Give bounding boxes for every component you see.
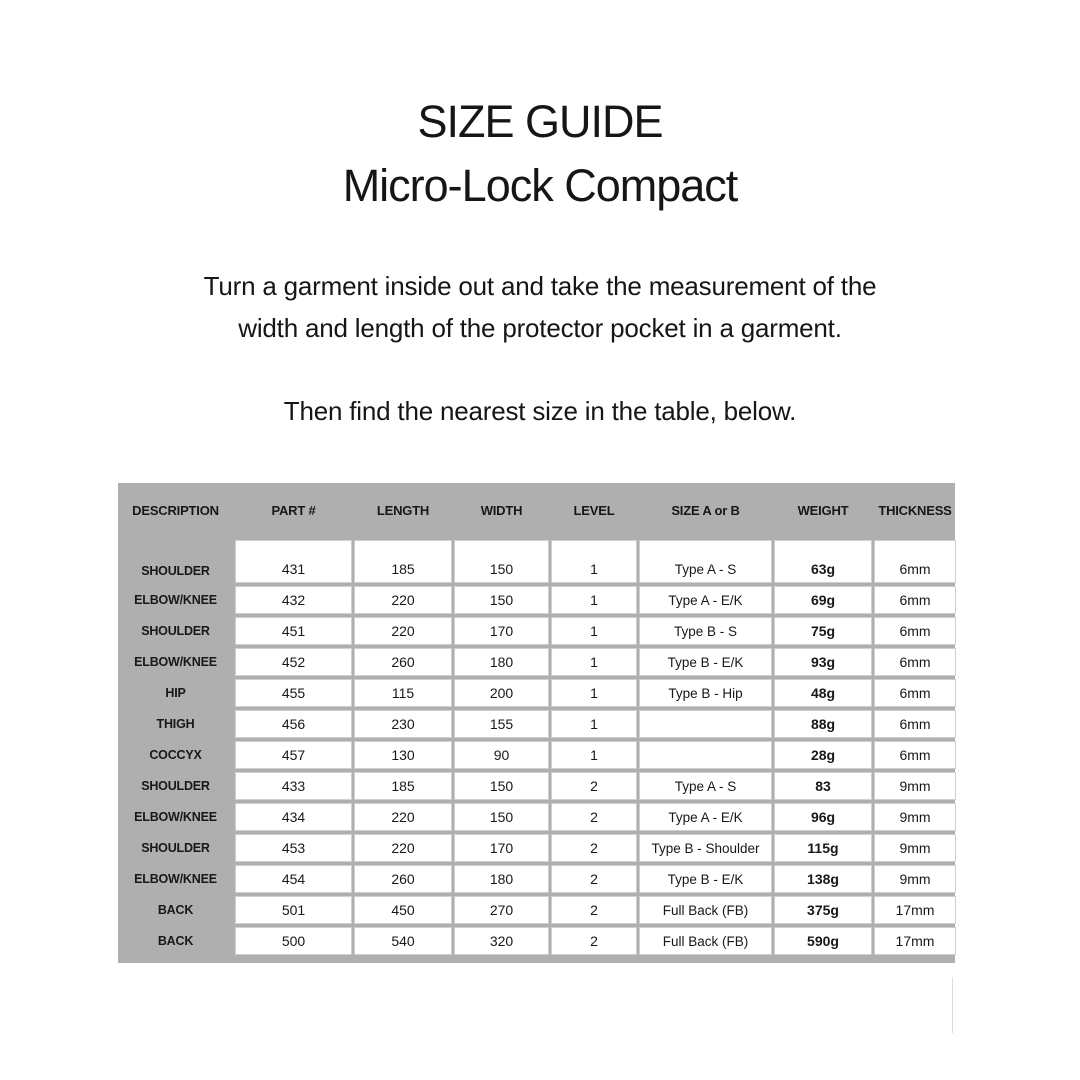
row-description: HIP [165,686,186,700]
table-cell-part: 500 [235,927,352,955]
table-cell-length: 130 [354,741,452,769]
row-description: BACK [157,934,194,948]
table-cell-length: 220 [354,803,452,831]
page-subtitle: Micro-Lock Compact [342,160,738,211]
table-cell-length: 260 [354,648,452,676]
row-description: SHOULDER [141,624,210,638]
table-cell-width: 90 [454,741,549,769]
table-cell-weight: 63g [774,540,872,583]
table-cell-part: 457 [235,741,352,769]
table-cell-length: 450 [354,896,452,924]
table-cell-size: Type A - S [639,772,772,800]
table-cell-size: Type B - E/K [639,865,772,893]
table-cell-length: 260 [354,865,452,893]
table-cell-thickness: 17mm [874,896,956,924]
table-cell-weight: 590g [774,927,872,955]
table-cell-width: 150 [454,586,549,614]
row-description: THIGH [156,717,195,731]
table-cell-level: 1 [551,540,637,583]
table-cell-part: 433 [235,772,352,800]
table-cell-weight: 138g [774,865,872,893]
table-cell-part: 432 [235,586,352,614]
table-cell-size: Type A - E/K [639,803,772,831]
table-cell-size: Type B - E/K [639,648,772,676]
table-cell-size [639,710,772,738]
table-cell-length: 220 [354,586,452,614]
table-cell-part: 455 [235,679,352,707]
table-cell-width: 320 [454,927,549,955]
table-cell-length: 185 [354,772,452,800]
table-cell-level: 2 [551,927,637,955]
table-cell-width: 200 [454,679,549,707]
table-cell-width: 170 [454,617,549,645]
table-cell-size: Full Back (FB) [639,927,772,955]
table-cell-length: 230 [354,710,452,738]
intro-line2: width and length of the protector pocket in a garment. [238,313,842,343]
row-description: ELBOW/KNEE [134,810,217,824]
table-cell-width: 180 [454,648,549,676]
table-cell-width: 150 [454,772,549,800]
table-cell-width: 270 [454,896,549,924]
table-cell-level: 1 [551,617,637,645]
table-cell-level: 2 [551,865,637,893]
table-cell-thickness: 6mm [874,679,956,707]
table-cell-weight: 75g [774,617,872,645]
table-cell-level: 2 [551,896,637,924]
row-description: SHOULDER [141,779,210,793]
table-cell-level: 1 [551,741,637,769]
page-title: SIZE GUIDE [417,96,663,147]
column-header-size: SIZE A or B [671,502,740,518]
table-cell-thickness: 9mm [874,865,956,893]
table-cell-part: 431 [235,540,352,583]
table-cell-level: 2 [551,772,637,800]
table-cell-part: 452 [235,648,352,676]
column-header-thickness: THICKNESS [878,502,952,518]
table-cell-width: 150 [454,540,549,583]
column-header-length: LENGTH [376,502,430,518]
row-description: ELBOW/KNEE [134,872,217,886]
table-cell-length: 220 [354,617,452,645]
row-description: ELBOW/KNEE [134,655,217,669]
table-cell-thickness: 6mm [874,617,956,645]
size-table [118,483,955,963]
table-cell-part: 456 [235,710,352,738]
column-header-width: WIDTH [480,502,523,518]
table-cell-weight: 83 [774,772,872,800]
table-cell-part: 451 [235,617,352,645]
table-cell-width: 155 [454,710,549,738]
table-cell-width: 170 [454,834,549,862]
table-cell-width: 150 [454,803,549,831]
table-cell-size [639,741,772,769]
table-cell-level: 1 [551,710,637,738]
column-header-weight: WEIGHT [797,502,849,518]
table-cell-size: Full Back (FB) [639,896,772,924]
intro-line3: Then find the nearest size in the table, below. [283,396,797,426]
row-description: ELBOW/KNEE [134,593,217,607]
table-cell-part: 454 [235,865,352,893]
table-cell-level: 1 [551,586,637,614]
table-cell-weight: 93g [774,648,872,676]
row-description: SHOULDER [141,841,210,855]
table-cell-thickness: 6mm [874,741,956,769]
table-cell-level: 2 [551,834,637,862]
table-cell-width: 180 [454,865,549,893]
table-cell-part: 453 [235,834,352,862]
table-cell-size: Type A - E/K [639,586,772,614]
table-cell-level: 1 [551,648,637,676]
table-cell-thickness: 9mm [874,772,956,800]
table-cell-length: 220 [354,834,452,862]
table-cell-part: 501 [235,896,352,924]
table-cell-weight: 69g [774,586,872,614]
table-cell-weight: 88g [774,710,872,738]
table-cell-size: Type B - Hip [639,679,772,707]
table-cell-weight: 48g [774,679,872,707]
intro-line1: Turn a garment inside out and take the measurement of the [203,271,877,301]
table-cell-weight: 115g [774,834,872,862]
column-header-level: LEVEL [573,502,615,518]
table-cell-size: Type A - S [639,540,772,583]
table-cell-thickness: 17mm [874,927,956,955]
page-edge-mark [952,977,953,1033]
table-cell-weight: 375g [774,896,872,924]
table-cell-thickness: 6mm [874,586,956,614]
table-cell-size: Type B - S [639,617,772,645]
table-cell-length: 540 [354,927,452,955]
column-header-description: DESCRIPTION [132,502,219,518]
table-cell-thickness: 6mm [874,648,956,676]
table-cell-thickness: 6mm [874,710,956,738]
table-cell-level: 2 [551,803,637,831]
table-cell-size: Type B - Shoulder [639,834,772,862]
table-cell-weight: 28g [774,741,872,769]
row-description: COCCYX [149,748,202,762]
table-cell-thickness: 9mm [874,834,956,862]
table-cell-length: 185 [354,540,452,583]
row-description: BACK [157,903,194,917]
table-cell-weight: 96g [774,803,872,831]
table-cell-part: 434 [235,803,352,831]
table-cell-level: 1 [551,679,637,707]
table-cell-thickness: 9mm [874,803,956,831]
row-description: SHOULDER [141,564,210,578]
table-cell-thickness: 6mm [874,540,956,583]
table-cell-length: 115 [354,679,452,707]
column-header-part-number: PART # [271,502,316,518]
